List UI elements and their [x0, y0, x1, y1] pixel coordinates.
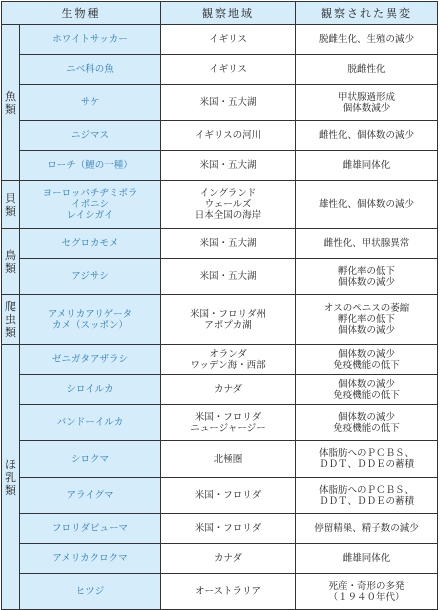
cell-line: ウェールズ [204, 199, 252, 210]
group-label [2, 181, 20, 229]
cell-line: 孵化率の低下 [337, 314, 395, 325]
cell-line: （１９４０年代） [328, 591, 405, 603]
table-row [2, 514, 438, 544]
cell-line: フロリダピューマ [51, 523, 128, 534]
cell-line: アポプカ湖 [204, 319, 252, 331]
cell-line: 米国・フロリダ州 [189, 308, 266, 320]
species-cell [20, 25, 161, 55]
cell-line: シロクマ [70, 453, 109, 465]
region-cell [161, 574, 296, 610]
cell-line: ワッデン海・西部 [190, 359, 266, 371]
table-row [2, 55, 438, 85]
cell-line: サケ [80, 97, 100, 108]
table-row [2, 375, 438, 405]
species-cell [20, 295, 161, 345]
region-cell [161, 405, 296, 441]
table-row [2, 121, 438, 151]
cell-line: ニュージャージー [190, 422, 266, 434]
cell-line: アジサシ [71, 271, 109, 282]
species-cell [20, 259, 161, 295]
region-cell [161, 151, 296, 181]
cell-line: 個体数減少 [342, 102, 391, 114]
species-cell [20, 574, 161, 610]
table-row [2, 181, 438, 229]
region-cell [161, 259, 296, 295]
change-cell [296, 85, 438, 121]
change-cell [296, 544, 438, 574]
change-cell [296, 259, 438, 295]
region-cell [161, 345, 296, 375]
cell-line: 体脂肪へのＰＣＢＳ、 [318, 484, 414, 496]
region-cell [161, 375, 296, 405]
table-row [2, 295, 438, 345]
change-cell [296, 181, 438, 229]
species-cell [20, 514, 161, 544]
group-label [2, 229, 20, 295]
cell-line: ローチ（鯉の一種） [47, 160, 133, 171]
group-label [2, 25, 20, 181]
change-cell [296, 25, 438, 55]
group-label-text: 貝類 [5, 191, 16, 218]
change-cell [296, 405, 438, 441]
table-row [2, 85, 438, 121]
cell-line: 北極圏 [213, 453, 243, 465]
cell-line: 米国・フロリダ [194, 523, 262, 534]
cell-line: イギリス [209, 34, 247, 45]
table-row [2, 405, 438, 441]
cell-line: 免疫機能の低下 [333, 359, 400, 371]
change-cell [296, 55, 438, 85]
table-row [2, 478, 438, 514]
species-cell [20, 405, 161, 441]
cell-line: アメリカアリゲータ [47, 308, 133, 320]
cell-line: ホワイトサッカー [52, 34, 128, 45]
cell-line: 雄性化、個体数の減少 [318, 199, 414, 210]
change-cell [296, 121, 438, 151]
cell-line: 米国・五大湖 [199, 160, 257, 171]
cell-line: イングランド [199, 188, 257, 199]
cell-line: 個体数の減少 [337, 378, 395, 390]
cell-line: 米国・五大湖 [199, 271, 257, 282]
cell-line: カナダ [213, 384, 243, 395]
region-cell [161, 229, 296, 259]
group-label-text: 鳥類 [5, 248, 16, 275]
cell-line: アライグマ [66, 490, 114, 501]
cell-line: ＤＤＴ、ＤＤＥの蓄積 [318, 495, 414, 507]
region-cell [161, 181, 296, 229]
cell-line: オスのペニスの萎縮 [323, 303, 410, 314]
cell-line: 停留精巣、精子数の減少 [314, 523, 419, 534]
cell-line: ニベ科の魚 [66, 64, 114, 75]
change-cell [296, 574, 438, 610]
cell-line: シロイルカ [66, 384, 114, 395]
cell-line: 脱雌生化、生殖の減少 [318, 34, 414, 45]
region-cell [161, 478, 296, 514]
change-cell [296, 345, 438, 375]
change-cell [296, 229, 438, 259]
table-body [2, 25, 438, 610]
cell-line: イボニシ [70, 199, 109, 210]
cell-line: 雌雄同体化 [342, 160, 391, 171]
cell-line: セグロカモメ [61, 238, 119, 249]
header-species: 生物種 [2, 2, 161, 25]
cell-line: 個体数の減少 [337, 348, 395, 360]
table-row [2, 151, 438, 181]
species-cell [20, 441, 161, 478]
species-cell [20, 85, 161, 121]
cell-line: 個体数の減少 [337, 325, 395, 336]
cell-line: 米国・フロリダ [194, 411, 262, 423]
region-cell [161, 295, 296, 345]
change-cell [296, 514, 438, 544]
table-row [2, 574, 438, 610]
cell-line: バンドーイルカ [56, 417, 124, 428]
group-label [2, 295, 20, 345]
change-cell [296, 295, 438, 345]
species-cell [20, 121, 161, 151]
region-cell [161, 441, 296, 478]
cell-line: 雌性化、個体数の減少 [318, 130, 414, 141]
cell-line: 個体数の減少 [337, 276, 395, 288]
cell-line: オランダ [209, 348, 247, 360]
change-cell [296, 478, 438, 514]
cell-line: イギリス [209, 64, 247, 75]
group-label-text: 爬虫類 [5, 300, 16, 339]
change-cell [296, 151, 438, 181]
table-row [2, 229, 438, 259]
cell-line: アメリカクロクマ [52, 553, 128, 564]
table-row [2, 25, 438, 55]
group-label-text: 魚類 [5, 89, 16, 116]
cell-line: 米国・五大湖 [199, 97, 257, 108]
species-cell [20, 478, 161, 514]
cell-line: ゼニガタアザラシ [51, 354, 128, 365]
region-cell [161, 25, 296, 55]
species-cell [20, 229, 161, 259]
table-row [2, 441, 438, 478]
species-cell [20, 544, 161, 574]
header-region: 観察地域 [161, 2, 296, 25]
group-label [2, 345, 20, 610]
table-row [2, 259, 438, 295]
cell-line: カメ（スッポン） [52, 319, 128, 331]
cell-line: 個体数の減少 [337, 411, 395, 423]
cell-line: 雌性化、甲状腺異常 [323, 238, 410, 249]
cell-line: オーストラリア [194, 586, 262, 597]
table-row [2, 345, 438, 375]
region-cell [161, 544, 296, 574]
group-label-text: ほ乳類 [5, 457, 16, 497]
cell-line: 雌雄同体化 [342, 553, 391, 564]
species-cell [20, 375, 161, 405]
cell-line: ヨーロッパチヂミボラ [42, 188, 138, 199]
cell-line: 体脂肪へのＰＣＢＳ、 [318, 448, 414, 459]
change-cell [296, 441, 438, 478]
table-row [2, 544, 438, 574]
species-cell [20, 55, 161, 85]
change-cell [296, 375, 438, 405]
cell-line: ニジマス [70, 130, 109, 141]
cell-line: 脱雌性化 [347, 64, 386, 75]
cell-line: 米国・フロリダ [194, 490, 262, 501]
species-cell [20, 151, 161, 181]
cell-line: 孵化率の低下 [337, 265, 395, 277]
header-change: 観察された異変 [296, 2, 438, 25]
disruption-table [1, 1, 438, 610]
cell-line: 死産・奇形の多発 [328, 580, 405, 592]
species-cell [20, 181, 161, 229]
cell-line: レイシガイ [66, 210, 114, 221]
cell-line: 免疫機能の低下 [333, 389, 400, 401]
cell-line: イギリスの河川 [194, 130, 262, 141]
cell-line: 免疫機能の低下 [333, 422, 400, 434]
region-cell [161, 55, 296, 85]
region-cell [161, 121, 296, 151]
cell-line: 米国・五大湖 [199, 238, 257, 249]
cell-line: 甲状腺過形成 [337, 91, 395, 103]
species-cell [20, 345, 161, 375]
cell-line: 日本全国の海岸 [194, 210, 262, 221]
header-row [2, 2, 438, 25]
cell-line: カナダ [213, 553, 243, 564]
cell-line: ヒツジ [75, 586, 105, 597]
region-cell [161, 85, 296, 121]
cell-line: ＤＤＴ、ＤＤＥの蓄積 [318, 459, 414, 470]
region-cell [161, 514, 296, 544]
